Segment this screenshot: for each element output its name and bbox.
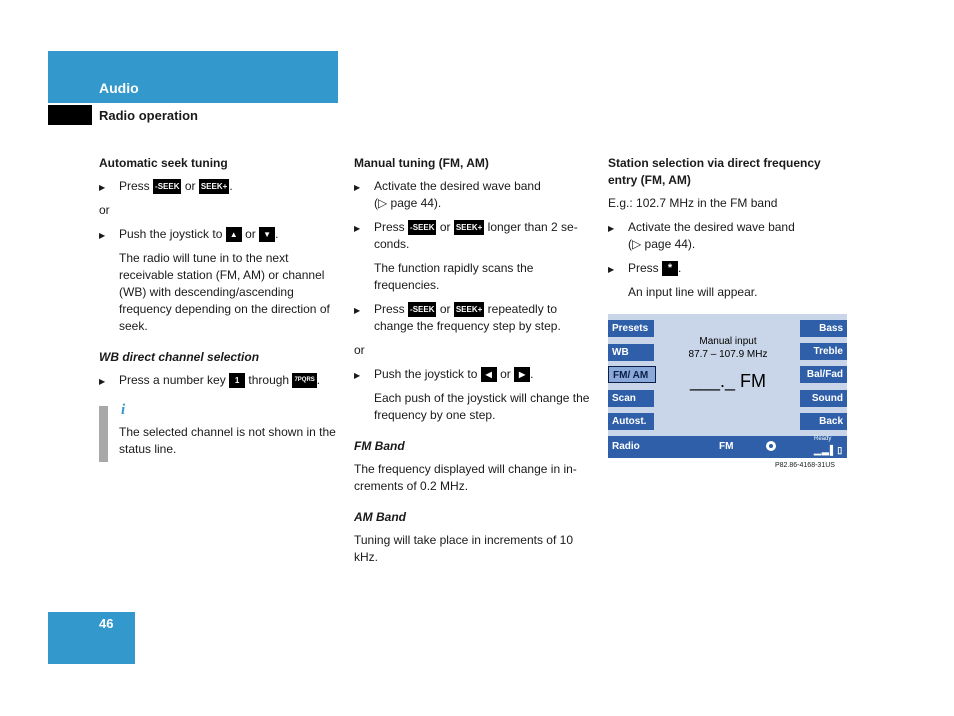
text: longer than 2 se-conds. bbox=[374, 220, 578, 251]
bullet-joystick bbox=[99, 226, 339, 243]
scan-description: The function rapidly scans the frequencies. bbox=[374, 261, 534, 292]
text: . bbox=[316, 373, 321, 387]
seek-minus-key: -SEEK bbox=[408, 220, 436, 235]
frequency-range: 87.7 – 107.9 MHz bbox=[688, 349, 768, 360]
note-bar bbox=[99, 406, 108, 462]
wb-button[interactable]: WB bbox=[608, 344, 654, 361]
column-1 bbox=[99, 155, 339, 396]
seek-minus-key: -SEEK bbox=[408, 302, 436, 317]
seek-plus-key: SEEK+ bbox=[454, 220, 484, 235]
text: Activate the desired wave band bbox=[374, 179, 541, 193]
key-1: 1 bbox=[229, 373, 245, 388]
status-ready: Ready bbox=[814, 436, 832, 442]
seek-plus-key: SEEK+ bbox=[199, 179, 229, 194]
figure-caption: P82.86-4168-31US bbox=[775, 462, 835, 469]
column-3 bbox=[608, 155, 848, 308]
fm-am-button[interactable]: FM/ AM bbox=[608, 366, 656, 383]
header-banner bbox=[48, 51, 338, 103]
bass-button[interactable]: Bass bbox=[800, 320, 847, 337]
heading-manual-tuning: Manual tuning (FM, AM) bbox=[354, 156, 489, 170]
treble-button[interactable]: Treble bbox=[800, 343, 847, 360]
text: or bbox=[439, 220, 451, 234]
page-number-block bbox=[48, 612, 135, 664]
star-key: * bbox=[662, 261, 678, 276]
or-text: or bbox=[354, 343, 365, 357]
status-radio: Radio bbox=[612, 441, 640, 452]
step-description: Each push of the joystick will change the frequency by one step. bbox=[374, 391, 590, 422]
am-band-text: Tuning will take place in increments of 10 kHz. bbox=[354, 533, 573, 564]
status-bar bbox=[608, 436, 847, 458]
status-band: FM bbox=[719, 441, 734, 452]
frequency-input[interactable]: ___._ FM bbox=[689, 371, 767, 391]
presets-button[interactable]: Presets bbox=[608, 320, 654, 337]
heading-auto-seek: Automatic seek tuning bbox=[99, 156, 228, 170]
text: Press bbox=[119, 179, 150, 193]
page-ref: (▷ page 44). bbox=[374, 196, 442, 210]
section-title: Audio bbox=[99, 80, 139, 96]
text: Activate the desired wave band bbox=[628, 220, 795, 234]
note-text: The selected channel is not shown in the status line. bbox=[119, 425, 336, 456]
input-line-text: An input line will appear. bbox=[628, 285, 758, 299]
text: or bbox=[245, 227, 256, 241]
sound-button[interactable]: Sound bbox=[800, 390, 847, 407]
heading-fm-band: FM Band bbox=[354, 439, 405, 453]
bullet-activate-band bbox=[354, 178, 590, 212]
bullet-number-key bbox=[99, 372, 339, 389]
seek-plus-key: SEEK+ bbox=[454, 302, 484, 317]
text: Push the joystick to bbox=[119, 227, 223, 241]
or-text: or bbox=[99, 203, 110, 217]
example-text: E.g.: 102.7 MHz in the FM band bbox=[608, 196, 778, 210]
right-key: ▶ bbox=[514, 367, 530, 382]
manual-input-label: Manual input bbox=[699, 336, 757, 347]
page-ref: (▷ page 44). bbox=[628, 237, 696, 251]
back-button[interactable]: Back bbox=[800, 413, 847, 430]
text: Press bbox=[374, 220, 405, 234]
seek-minus-key: -SEEK bbox=[153, 179, 181, 194]
text: repeatedly to change the frequency step by step. bbox=[374, 302, 561, 333]
down-key: ▼ bbox=[259, 227, 275, 242]
cd-icon bbox=[766, 441, 776, 451]
text: Push the joystick to bbox=[374, 367, 478, 381]
balance-fader-button[interactable]: Bal/Fad bbox=[800, 366, 847, 383]
bullet-joystick-lr bbox=[354, 366, 590, 383]
key-7: 7PQRS bbox=[292, 373, 316, 388]
fm-band-text: The frequency displayed will change in in-crements of 0.2 MHz. bbox=[354, 462, 577, 493]
heading-am-band: AM Band bbox=[354, 510, 406, 524]
radio-display bbox=[608, 314, 847, 458]
heading-direct-entry: Station selection via direct frequency entry (FM, AM) bbox=[608, 156, 821, 187]
bullet-press-star bbox=[608, 260, 848, 277]
header-marker bbox=[48, 105, 92, 125]
left-key: ◀ bbox=[481, 367, 497, 382]
subsection-title: Radio operation bbox=[99, 108, 198, 123]
text: or bbox=[500, 367, 511, 381]
bullet-press-seek-repeat bbox=[354, 301, 590, 335]
autostore-button[interactable]: Autost. bbox=[608, 413, 654, 430]
text: or bbox=[184, 179, 196, 193]
text: or bbox=[439, 302, 451, 316]
text: . bbox=[229, 179, 233, 193]
heading-wb-direct: WB direct channel selection bbox=[99, 350, 260, 364]
column-2 bbox=[354, 155, 590, 573]
signal-strength-icon: ▁▂▌▯ bbox=[814, 445, 844, 455]
bullet-press-seek bbox=[99, 178, 339, 195]
bullet-activate-band bbox=[608, 219, 848, 253]
text: . bbox=[275, 227, 279, 241]
page-number: 46 bbox=[99, 616, 114, 631]
scan-button[interactable]: Scan bbox=[608, 390, 654, 407]
text: . bbox=[530, 367, 534, 381]
up-key: ▲ bbox=[226, 227, 242, 242]
info-icon: i bbox=[121, 402, 126, 418]
text: through bbox=[248, 373, 290, 387]
text: Press a number key bbox=[119, 373, 226, 387]
text: Press bbox=[628, 261, 659, 275]
bullet-press-seek-long bbox=[354, 219, 590, 253]
text: Press bbox=[374, 302, 405, 316]
seek-description: The radio will tune in to the next receivable station (FM, AM) or channel (WB) with descending/ascending frequency depending on the direction of seek. bbox=[119, 251, 330, 333]
text: . bbox=[678, 261, 682, 275]
